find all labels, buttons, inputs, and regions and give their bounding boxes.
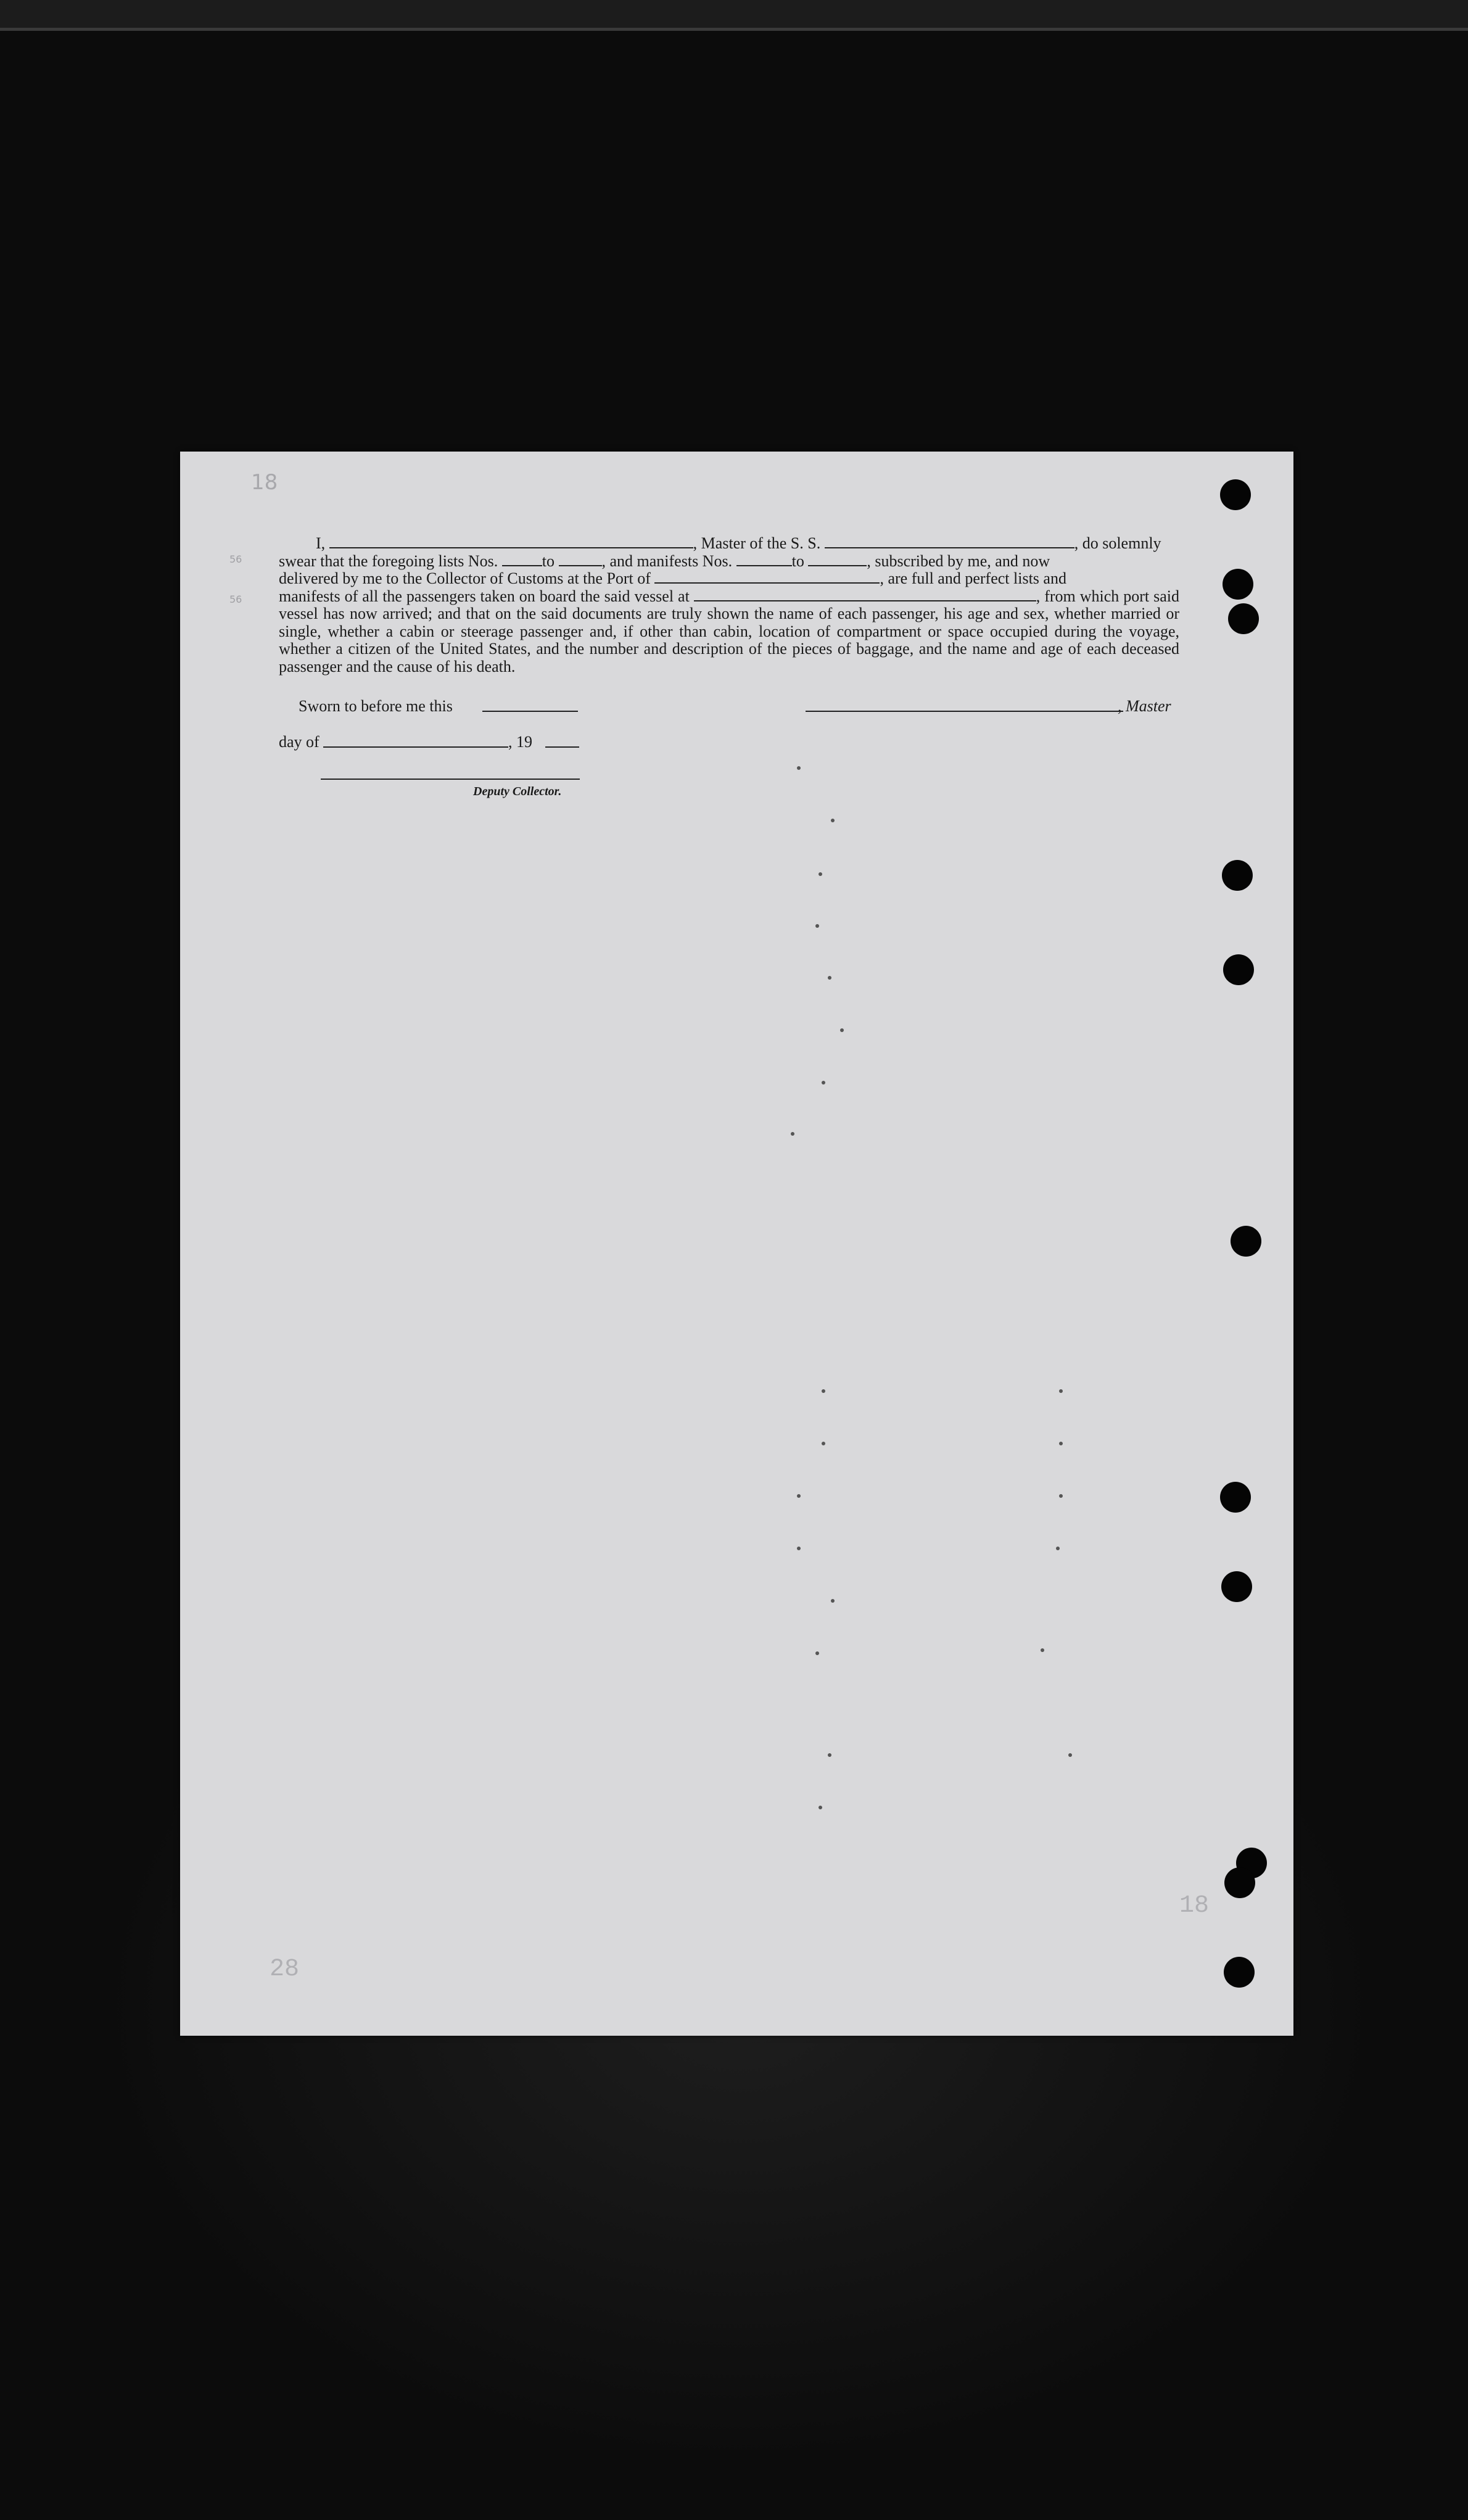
bleed-through-mark bbox=[797, 1547, 801, 1550]
bleed-through-mark bbox=[797, 766, 801, 770]
sworn-day-field[interactable] bbox=[482, 711, 578, 712]
bleed-through-mark bbox=[819, 872, 822, 876]
bleed-through-mark bbox=[1059, 1389, 1063, 1393]
bleed-through-mark bbox=[1059, 1494, 1063, 1498]
port-field[interactable] bbox=[654, 570, 880, 584]
punch-hole bbox=[1223, 569, 1253, 600]
punch-hole bbox=[1224, 1867, 1255, 1898]
punch-hole bbox=[1220, 479, 1251, 510]
margin-number: 56 bbox=[229, 593, 242, 605]
bleed-through-mark bbox=[1041, 1648, 1044, 1652]
bleed-through-mark bbox=[822, 1442, 825, 1445]
oath-text: I, bbox=[316, 534, 326, 552]
list-nos-to-field[interactable] bbox=[559, 553, 602, 566]
bleed-through-mark bbox=[822, 1081, 825, 1084]
bleed-through-mark bbox=[815, 1651, 819, 1655]
year-field[interactable] bbox=[545, 746, 579, 748]
day-of-label: day of bbox=[279, 733, 320, 751]
master-name-field[interactable] bbox=[329, 535, 693, 548]
deputy-collector-label: Deputy Collector. bbox=[473, 785, 562, 798]
margin-number: 56 bbox=[229, 553, 242, 565]
bleed-through-mark bbox=[831, 819, 835, 822]
oath-text: port said vessel has now arrived; and that on the said documents are truly shown the name of each passenger, his age and sex, whether married or single, whether a cabin or steerage passenger and, if other than cabin, location of compartment or space occupied during the voyage, whether a citizen of the United States, and the number and description of the pieces of baggage, and the name and age of each deceased passenger and the cause of his death. bbox=[279, 587, 1179, 675]
master-label: , Master bbox=[1118, 697, 1171, 715]
bleed-through-mark bbox=[1068, 1753, 1072, 1757]
master-signature-line[interactable] bbox=[806, 711, 1123, 712]
month-field[interactable] bbox=[323, 746, 508, 748]
bleed-through-mark bbox=[1059, 1442, 1063, 1445]
bleed-through-mark bbox=[1056, 1547, 1060, 1550]
oath-text: , and manifests Nos. bbox=[601, 552, 733, 570]
year-prefix-label: , 19 bbox=[508, 733, 532, 751]
embarkation-port-field[interactable] bbox=[694, 588, 1036, 601]
punch-hole bbox=[1220, 1482, 1251, 1513]
ship-name-field[interactable] bbox=[825, 535, 1074, 548]
manifest-page bbox=[180, 452, 1293, 2036]
manifest-nos-to-field[interactable] bbox=[808, 553, 867, 566]
bleed-through-mark bbox=[819, 1806, 822, 1809]
oath-text: to bbox=[791, 552, 804, 570]
scan-top-edge bbox=[0, 0, 1468, 28]
oath-text: , subscribed by me, and now bbox=[867, 552, 1050, 570]
bleed-through-mark bbox=[828, 976, 831, 980]
bleed-through-mark bbox=[822, 1389, 825, 1393]
oath-text: swear that the foregoing lists Nos. bbox=[279, 552, 498, 570]
oath-text: delivered by me to the Collector of Customs at the Port of bbox=[279, 569, 651, 587]
bleed-through-mark bbox=[840, 1028, 844, 1032]
manifest-nos-from-field[interactable] bbox=[736, 553, 792, 566]
punch-hole bbox=[1228, 603, 1259, 634]
oath-text: to bbox=[542, 552, 555, 570]
bleed-through-page-number: 18 bbox=[1179, 1892, 1210, 1920]
bleed-through-mark bbox=[815, 924, 819, 928]
oath-text: manifests of all the passengers taken on board the said vessel at bbox=[279, 587, 690, 605]
bleed-through-mark bbox=[831, 1599, 835, 1603]
bleed-through-mark bbox=[791, 1132, 794, 1136]
list-nos-from-field[interactable] bbox=[502, 553, 542, 566]
punch-hole bbox=[1231, 1226, 1261, 1257]
oath-text: , Master of the S. S. bbox=[693, 534, 821, 552]
oath-text: , are full and perfect lists and bbox=[880, 569, 1066, 587]
scan-edge-line bbox=[0, 28, 1468, 31]
punch-hole bbox=[1224, 1957, 1255, 1988]
punch-hole bbox=[1223, 954, 1254, 985]
punch-hole bbox=[1222, 860, 1253, 891]
punch-hole bbox=[1221, 1571, 1252, 1602]
master-oath-paragraph bbox=[279, 535, 1179, 675]
sworn-before-label: Sworn to before me this bbox=[299, 697, 453, 715]
bleed-through-corner-number: 28 bbox=[270, 1956, 300, 1983]
oath-text: , from which bbox=[1036, 587, 1120, 605]
deputy-signature-line[interactable] bbox=[321, 779, 580, 780]
oath-text: , do solemnly bbox=[1074, 534, 1161, 552]
bleed-through-mark bbox=[828, 1753, 831, 1757]
corner-page-mark: 18 bbox=[251, 470, 278, 495]
bleed-through-mark bbox=[797, 1494, 801, 1498]
